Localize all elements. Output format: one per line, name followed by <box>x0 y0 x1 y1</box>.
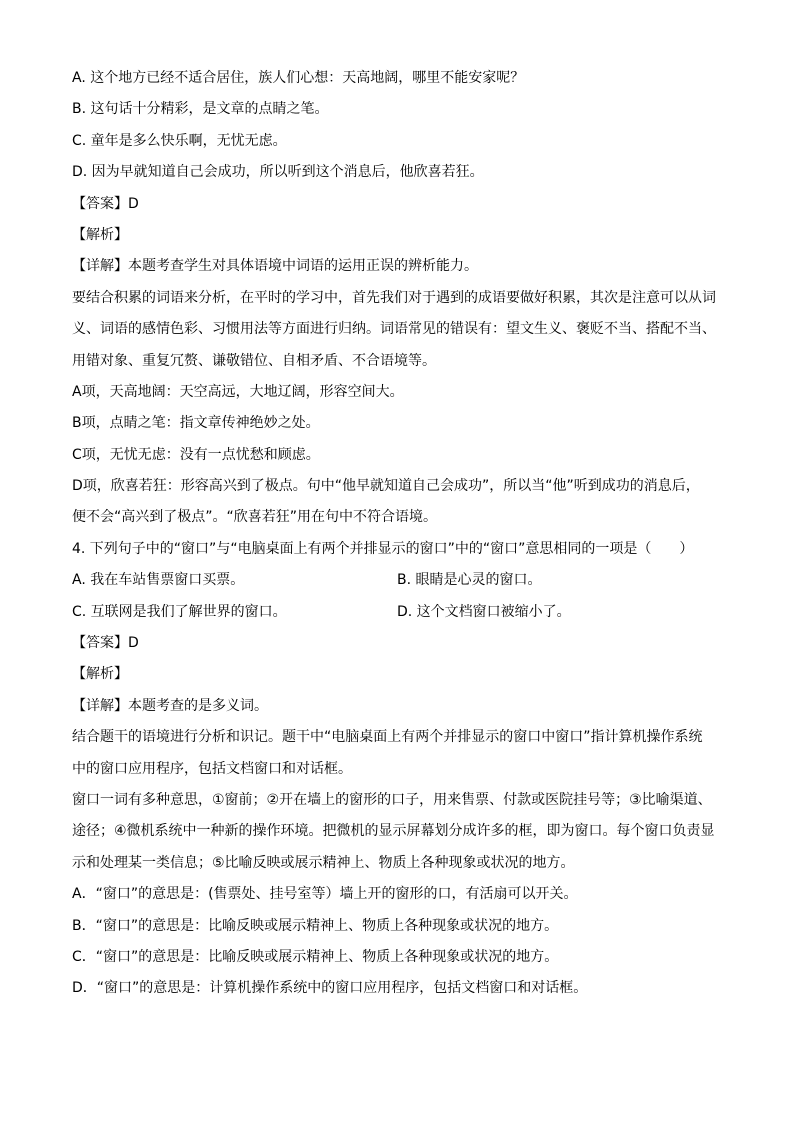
q3-item-d-cont: 便不会“高兴到了极点”。“欣喜若狂”用在句中不符合语境。 <box>72 509 438 526</box>
q4-option-c: C. 互联网是我们了解世界的窗口。 <box>72 603 287 620</box>
q4-option-d: D. 这个文档窗口被缩小了。 <box>397 603 571 620</box>
q3-para-line: 要结合积累的词语来分析，在平时的学习中，首先我们对于遇到的成语要做好积累，其次是注意可以从词 <box>72 289 716 306</box>
q4-para1-line: 中的窗口应用程序，包括文档窗口和对话框。 <box>72 760 352 777</box>
q4-options-row <box>72 565 732 596</box>
q4-para2-line: 示和处理某一类信息；⑤比喻反映或展示精神上、物质上各种现象或状况的地方。 <box>72 854 575 871</box>
q4-detail: 【详解】本题考查的是多义词。 <box>72 697 268 714</box>
q4-options-row <box>72 597 732 628</box>
option-d-line: D. 因为早就知道自己会成功，所以听到这个消息后，他欣喜若狂。 <box>72 164 484 181</box>
q3-item-c: C项，无忧无虑：没有一点忧愁和顾虑。 <box>72 446 320 463</box>
q4-para2-line: 途径；④微机系统中一种新的操作环境。把微机的显示屏幕划分成许多的框，即为窗口。每个窗口负责显 <box>72 823 715 840</box>
q3-analysis-label: 【解析】 <box>72 226 128 243</box>
q3-item-d: D项，欣喜若狂：形容高兴到了极点。句中“他早就知道自己会成功”，所以当“他”听到成功的消息后， <box>72 478 700 495</box>
q4-para1-line: 结合题干的语境进行分析和识记。题干中“电脑桌面上有两个并排显示的窗口中窗口”指计算机操作系统 <box>72 729 703 746</box>
q4-para2-line: 窗口一词有多种意思，①窗前；②开在墙上的窗形的口子，用来售票、付款或医院挂号等；③比喻渠道、 <box>72 791 712 808</box>
q4-stem: 4. 下列句子中的“窗口”与“电脑桌面上有两个并排显示的窗口”中的“窗口”意思相同的一项是（ ） <box>72 540 694 557</box>
document-page <box>72 63 732 1005</box>
option-a-line: A. 这个地方已经不适合居住，族人们心想：天高地阔，哪里不能安家呢？ <box>72 70 525 86</box>
q4-item-b: B．“窗口”的意思是：比喻反映或展示精神上、物质上各种现象或状况的地方。 <box>72 917 559 934</box>
q3-para-line: 义、词语的感情色彩、习惯用法等方面进行归纳。词语常见的错误有：望文生义、褒贬不当、搭配不当、 <box>72 321 716 338</box>
q4-item-d: D．“窗口”的意思是：计算机操作系统中的窗口应用程序，包括文档窗口和对话框。 <box>72 980 588 997</box>
q4-item-c: C．“窗口”的意思是：比喻反映或展示精神上、物质上各种现象或状况的地方。 <box>72 948 559 965</box>
q4-item-a: A．“窗口”的意思是：(售票处、挂号室等）墙上开的窗形的口，有活扇可以开关。 <box>72 886 578 903</box>
option-c-line: C. 童年是多么快乐啊，无忧无虑。 <box>72 132 287 149</box>
q3-item-a: A项，天高地阔：天空高远，大地辽阔，形容空间大。 <box>72 383 404 400</box>
q4-analysis-label: 【解析】 <box>72 666 128 683</box>
q3-para-line: 用错对象、重复冗赘、谦敬错位、自相矛盾、不合语境等。 <box>72 352 436 369</box>
q4-option-b: B. 眼睛是心灵的窗口。 <box>397 572 542 589</box>
q4-option-a: A. 我在车站售票窗口买票。 <box>72 572 245 589</box>
q3-item-b: B项，点睛之笔：指文章传神绝妙之处。 <box>72 415 320 432</box>
q3-detail: 【详解】本题考查学生对具体语境中词语的运用正误的辨析能力。 <box>72 258 478 275</box>
q4-answer: 【答案】D <box>72 635 139 652</box>
option-b-line: B. 这句话十分精彩，是文章的点睛之笔。 <box>72 101 329 118</box>
q3-answer: 【答案】D <box>72 195 139 212</box>
